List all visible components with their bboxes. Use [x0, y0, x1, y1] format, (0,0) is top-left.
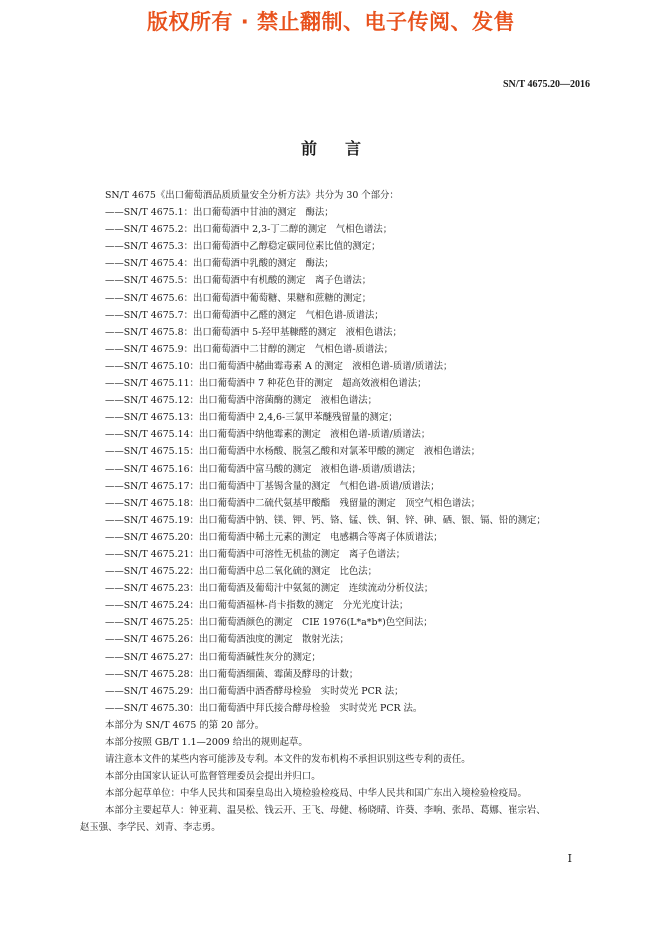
- list-item: ——SN/T 4675.23：出口葡萄酒及葡萄汁中氨氮的测定 连续流动分析仪法；: [105, 583, 434, 595]
- list-item: ——SN/T 4675.27：出口葡萄酒碱性灰分的测定；: [105, 651, 321, 663]
- list-item: ——SN/T 4675.13：出口葡萄酒中 2,4,6-三氯甲苯醚残留量的测定；: [105, 412, 398, 424]
- list-item: ——SN/T 4675.2：出口葡萄酒中 2,3-丁二醇的测定 气相色谱法；: [105, 224, 393, 236]
- parts-list: [80, 204, 600, 717]
- list-item: ——SN/T 4675.19：出口葡萄酒中钠、镁、钾、钙、铬、锰、铁、铜、锌、砷、硒、银、镉、铅的测定；: [105, 514, 546, 526]
- paragraph-patent-notice: 请注意本文件的某些内容可能涉及专利。本文件的发布机构不承担识别这些专利的责任。: [105, 754, 471, 766]
- foreword-body: [80, 187, 600, 837]
- list-item: ——SN/T 4675.25：出口葡萄酒颜色的测定 CIE 1976(L*a*b*)色空间法；: [105, 617, 433, 629]
- paragraph-drafting-rules: 本部分按照 GB/T 1.1—2009 给出的规则起草。: [105, 737, 308, 748]
- list-item: ——SN/T 4675.24：出口葡萄酒福林-肖卡指数的测定 分光光度计法；: [105, 600, 409, 612]
- list-item: ——SN/T 4675.12：出口葡萄酒中溶菌酶的测定 液相色谱法；: [105, 395, 378, 407]
- list-item: ——SN/T 4675.4：出口葡萄酒中乳酸的测定 酶法；: [105, 258, 334, 270]
- list-item: ——SN/T 4675.7：出口葡萄酒中乙醛的测定 气相色谱-质谱法；: [105, 309, 384, 321]
- list-item: ——SN/T 4675.3：出口葡萄酒中乙醇稳定碳同位素比值的测定；: [105, 241, 381, 253]
- list-item: ——SN/T 4675.16：出口葡萄酒中富马酸的测定 液相色谱-质谱/质谱法；: [105, 463, 421, 475]
- list-item: ——SN/T 4675.5：出口葡萄酒中有机酸的测定 离子色谱法；: [105, 275, 372, 287]
- list-item: ——SN/T 4675.30：出口葡萄酒中拜氏接合酵母检验 实时荧光 PCR 法。: [105, 702, 423, 714]
- page-title: 前言: [300, 139, 389, 158]
- list-item: ——SN/T 4675.22：出口葡萄酒中总二氧化硫的测定 比色法；: [105, 566, 378, 578]
- list-item: ——SN/T 4675.29：出口葡萄酒中酒香酵母检验 实时荧光 PCR 法；: [105, 685, 404, 697]
- copyright-watermark: 版权所有 · 禁止翻制、电子传阅、发售: [146, 10, 516, 34]
- paragraph-drafters-continued: 赵玉强、李学民、刘青、李志勇。: [80, 822, 221, 834]
- list-item: ——SN/T 4675.17：出口葡萄酒中丁基锡含量的测定 气相色谱-质谱/质谱法；: [105, 480, 440, 492]
- paragraph-drafting-units: 本部分起草单位：中华人民共和国秦皇岛出入境检验检疫局、中华人民共和国广东出入境检验检疫局。: [105, 788, 527, 800]
- list-item: ——SN/T 4675.15：出口葡萄酒中水杨酸、脱氢乙酸和对氯苯甲酸的测定 液相色谱法；: [105, 446, 481, 458]
- list-item: ——SN/T 4675.10：出口葡萄酒中赭曲霉毒素 A 的测定 液相色谱-质谱/质谱法；: [105, 360, 453, 372]
- list-item: ——SN/T 4675.14：出口葡萄酒中纳他霉素的测定 液相色谱-质谱/质谱法；: [105, 429, 431, 441]
- intro-paragraph: SN/T 4675《出口葡萄酒品质质量安全分析方法》共分为 30 个部分：: [105, 190, 399, 201]
- paragraph-drafters: 本部分主要起草人：钟亚莉、温昊松、钱云开、王飞、母健、杨晓晴、许葵、李响、张昂、葛娜、崔宗岩、: [105, 805, 546, 817]
- document-number: SN/T 4675.20—2016: [502, 79, 590, 90]
- page-number: I: [567, 852, 572, 865]
- paragraph-part-number: 本部分为 SN/T 4675 的第 20 部分。: [105, 719, 265, 731]
- list-item: ——SN/T 4675.11：出口葡萄酒中 7 种花色苷的测定 超高效液相色谱法；: [105, 378, 427, 390]
- list-item: ——SN/T 4675.9：出口葡萄酒中二甘醇的测定 气相色谱-质谱法；: [105, 343, 393, 355]
- list-item: ——SN/T 4675.18：出口葡萄酒中二硫代氨基甲酸酯 残留量的测定 顶空气相色谱法；: [105, 497, 481, 509]
- list-item: ——SN/T 4675.20：出口葡萄酒中稀土元素的测定 电感耦合等离子体质谱法；: [105, 531, 443, 543]
- list-item: ——SN/T 4675.6：出口葡萄酒中葡萄糖、果糖和蔗糖的测定；: [105, 292, 372, 304]
- list-item: ——SN/T 4675.21：出口葡萄酒中可溶性无机盐的测定 离子色谱法；: [105, 548, 406, 560]
- list-item: ——SN/T 4675.26：出口葡萄酒浊度的测定 散射光法；: [105, 634, 349, 646]
- list-item: ——SN/T 4675.8：出口葡萄酒中 5-羟甲基糠醛的测定 液相色谱法；: [105, 326, 402, 338]
- paragraph-proposer: 本部分由国家认证认可监督管理委员会提出并归口。: [105, 771, 321, 783]
- list-item: ——SN/T 4675.28：出口葡萄酒细菌、霉菌及酵母的计数；: [105, 668, 359, 680]
- list-item: ——SN/T 4675.1：出口葡萄酒中甘油的测定 酶法；: [105, 207, 334, 219]
